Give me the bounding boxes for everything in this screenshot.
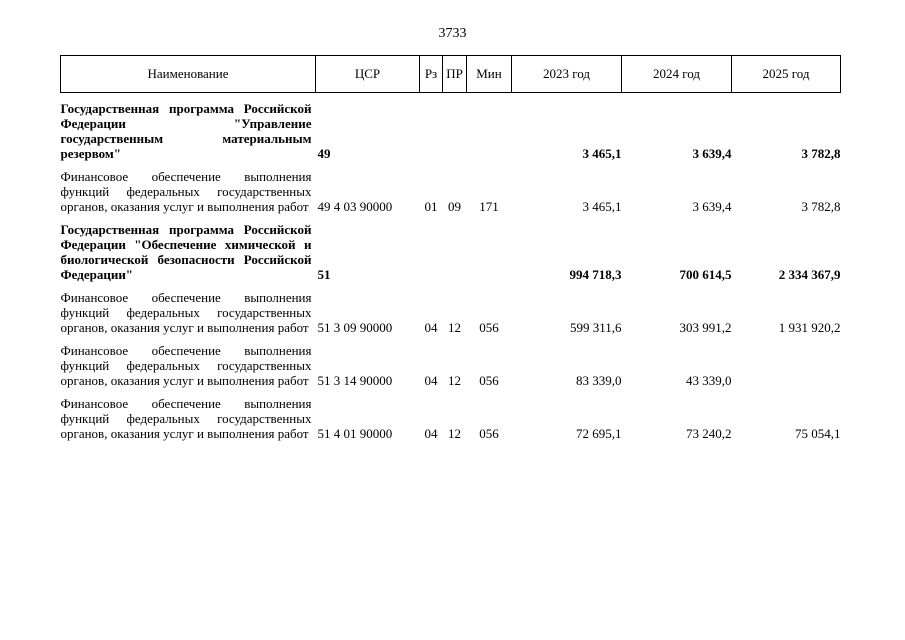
header-rz: Рз bbox=[420, 56, 443, 93]
header-min: Мин bbox=[467, 56, 512, 93]
row-rz: 04 bbox=[424, 320, 438, 335]
table-header-row bbox=[61, 56, 841, 93]
header-2025: 2025 год bbox=[732, 56, 841, 93]
table-row bbox=[61, 222, 841, 282]
table-row bbox=[61, 290, 841, 335]
row-min: 056 bbox=[479, 373, 499, 388]
row-2024: 3 639,4 bbox=[692, 199, 732, 214]
row-csr: 51 4 01 90000 bbox=[317, 426, 393, 441]
row-name: Финансовое обеспечение выполнения функций федеральных государственных органов, оказания услуг и выполнения работ bbox=[60, 343, 312, 388]
row-name: Финансовое обеспечение выполнения функций федеральных государственных органов, оказания услуг и выполнения работ bbox=[60, 396, 312, 441]
row-pr bbox=[443, 222, 467, 282]
row-name: Государственная программа Российской Федерации "Управление государственным материальным резервом" bbox=[60, 101, 312, 161]
row-pr: 12 bbox=[448, 320, 461, 335]
header-2023: 2023 год bbox=[512, 56, 622, 93]
row-2023: 599 311,6 bbox=[569, 320, 622, 335]
row-min: 056 bbox=[479, 426, 499, 441]
row-min: 056 bbox=[479, 320, 499, 335]
row-rz: 04 bbox=[424, 426, 438, 441]
header-name: Наименование bbox=[61, 56, 316, 93]
row-2024: 3 639,4 bbox=[692, 146, 732, 161]
row-2024: 700 614,5 bbox=[679, 267, 732, 282]
row-2023: 3 465,1 bbox=[582, 199, 622, 214]
table-row bbox=[61, 343, 841, 388]
row-pr: 12 bbox=[448, 373, 461, 388]
row-pr: 12 bbox=[448, 426, 461, 441]
row-name: Финансовое обеспечение выполнения функций федеральных государственных органов, оказания услуг и выполнения работ bbox=[60, 169, 312, 214]
row-name: Государственная программа Российской Федерации "Обеспечение химической и биологической безопасности Российской Федерации" bbox=[60, 222, 312, 282]
row-csr: 51 bbox=[317, 267, 331, 282]
row-rz bbox=[420, 101, 443, 161]
row-min bbox=[467, 101, 512, 161]
row-name: Финансовое обеспечение выполнения функций федеральных государственных органов, оказания услуг и выполнения работ bbox=[60, 290, 312, 335]
row-2025: 2 334 367,9 bbox=[778, 267, 841, 282]
row-min: 171 bbox=[479, 199, 499, 214]
budget-table bbox=[60, 55, 841, 441]
row-2025 bbox=[732, 343, 841, 388]
row-csr: 51 3 14 90000 bbox=[317, 373, 393, 388]
row-2023: 994 718,3 bbox=[569, 267, 622, 282]
row-rz: 01 bbox=[424, 199, 438, 214]
header-2024: 2024 год bbox=[622, 56, 732, 93]
row-2023: 3 465,1 bbox=[582, 146, 622, 161]
row-2024: 43 339,0 bbox=[686, 373, 732, 388]
row-pr bbox=[443, 101, 467, 161]
row-csr: 49 bbox=[317, 146, 331, 161]
table-row bbox=[61, 101, 841, 161]
page-number: 3733 bbox=[438, 26, 467, 41]
row-rz: 04 bbox=[424, 373, 438, 388]
header-csr: ЦСР bbox=[316, 56, 420, 93]
row-2025: 3 782,8 bbox=[801, 146, 841, 161]
row-2024: 73 240,2 bbox=[686, 426, 732, 441]
row-2025: 1 931 920,2 bbox=[778, 320, 841, 335]
table-row bbox=[61, 169, 841, 214]
row-2024: 303 991,2 bbox=[679, 320, 732, 335]
row-2023: 72 695,1 bbox=[576, 426, 622, 441]
row-2025: 3 782,8 bbox=[801, 199, 841, 214]
header-pr: ПР bbox=[443, 56, 467, 93]
row-min bbox=[467, 222, 512, 282]
row-2025: 75 054,1 bbox=[795, 426, 841, 441]
row-rz bbox=[420, 222, 443, 282]
table-row bbox=[61, 396, 841, 441]
row-csr: 49 4 03 90000 bbox=[317, 199, 393, 214]
row-2023: 83 339,0 bbox=[576, 373, 622, 388]
row-pr: 09 bbox=[448, 199, 461, 214]
row-csr: 51 3 09 90000 bbox=[317, 320, 393, 335]
